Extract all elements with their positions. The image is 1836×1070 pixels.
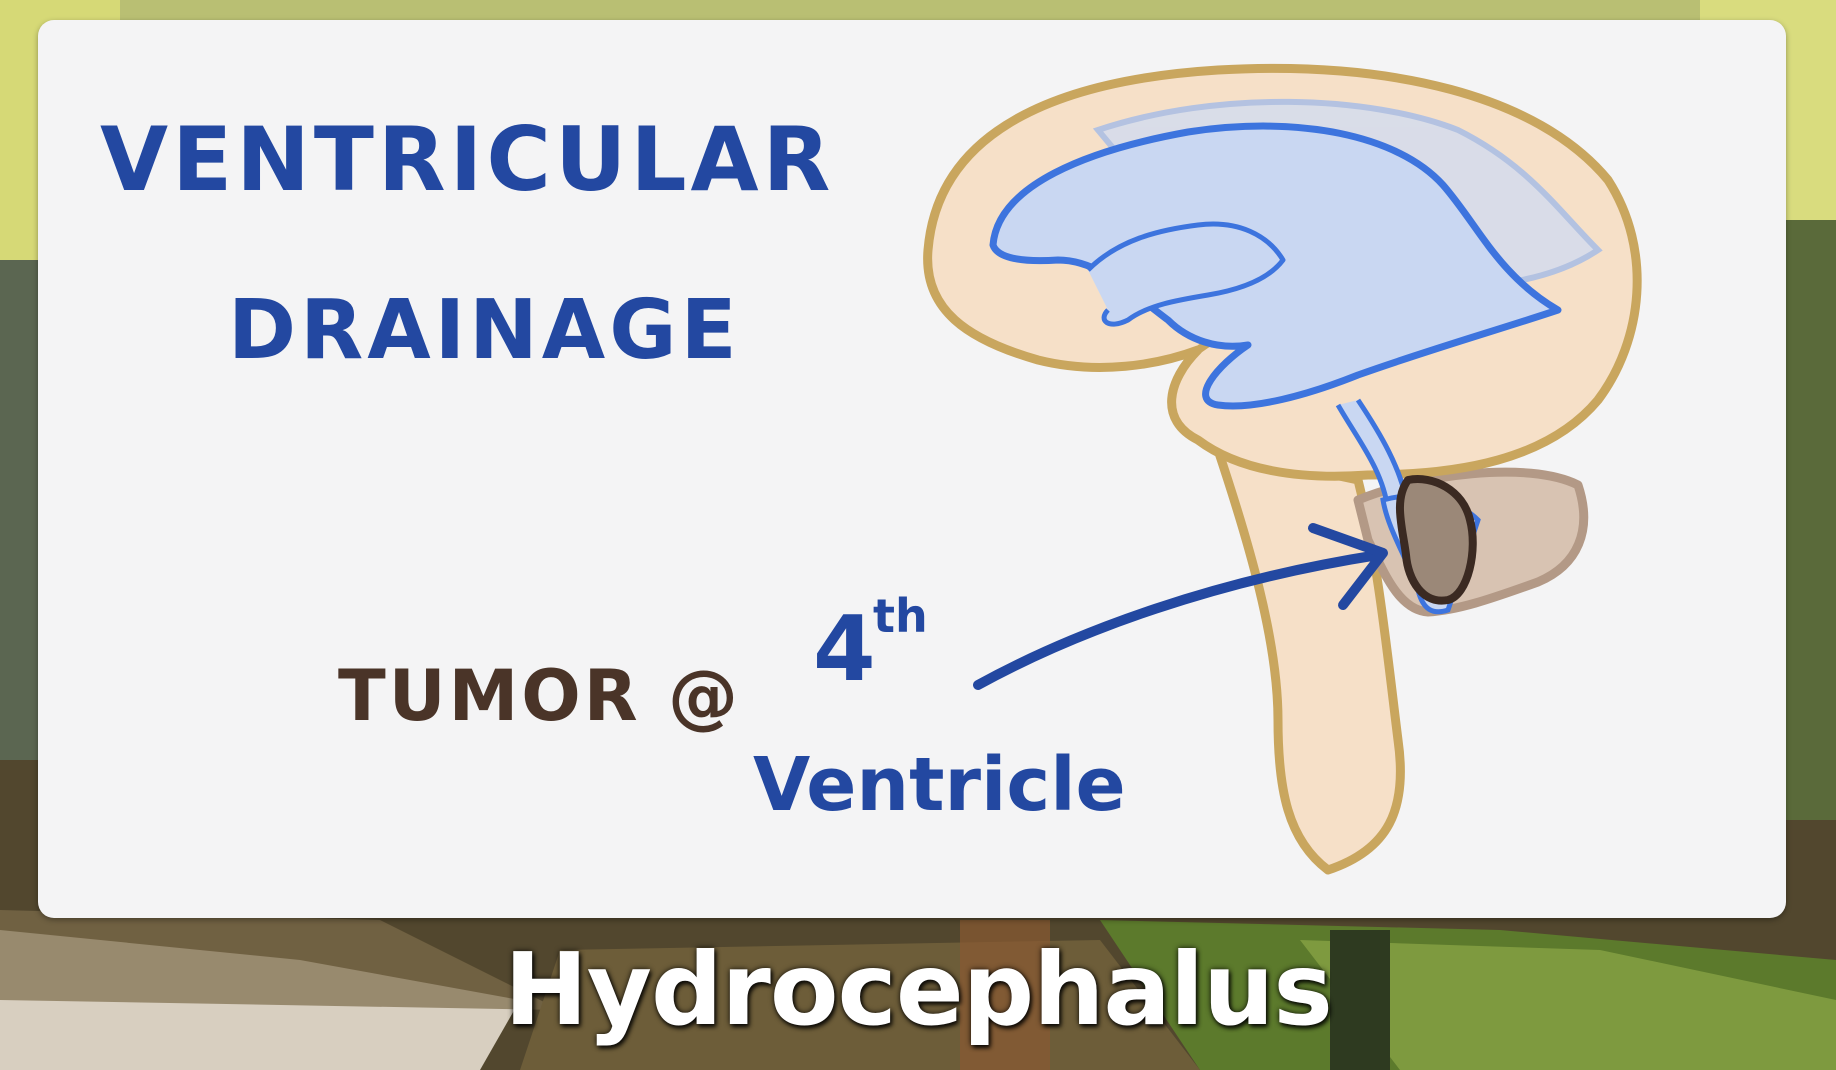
slide-title-line2: DRAINAGE bbox=[228, 283, 741, 378]
slide-title-line1: VENTRICULAR bbox=[100, 108, 835, 211]
slide-drawing bbox=[38, 20, 1786, 918]
annotation-superscript: th bbox=[873, 589, 928, 643]
annotation-ventricle: Ventricle bbox=[753, 742, 1126, 828]
annotation-number: 4 bbox=[813, 597, 876, 702]
annotation-tumor: TUMOR @ bbox=[338, 655, 742, 737]
slide-card bbox=[38, 20, 1786, 918]
video-caption: Hydrocephalus bbox=[504, 931, 1332, 1048]
tumor bbox=[1400, 479, 1473, 601]
